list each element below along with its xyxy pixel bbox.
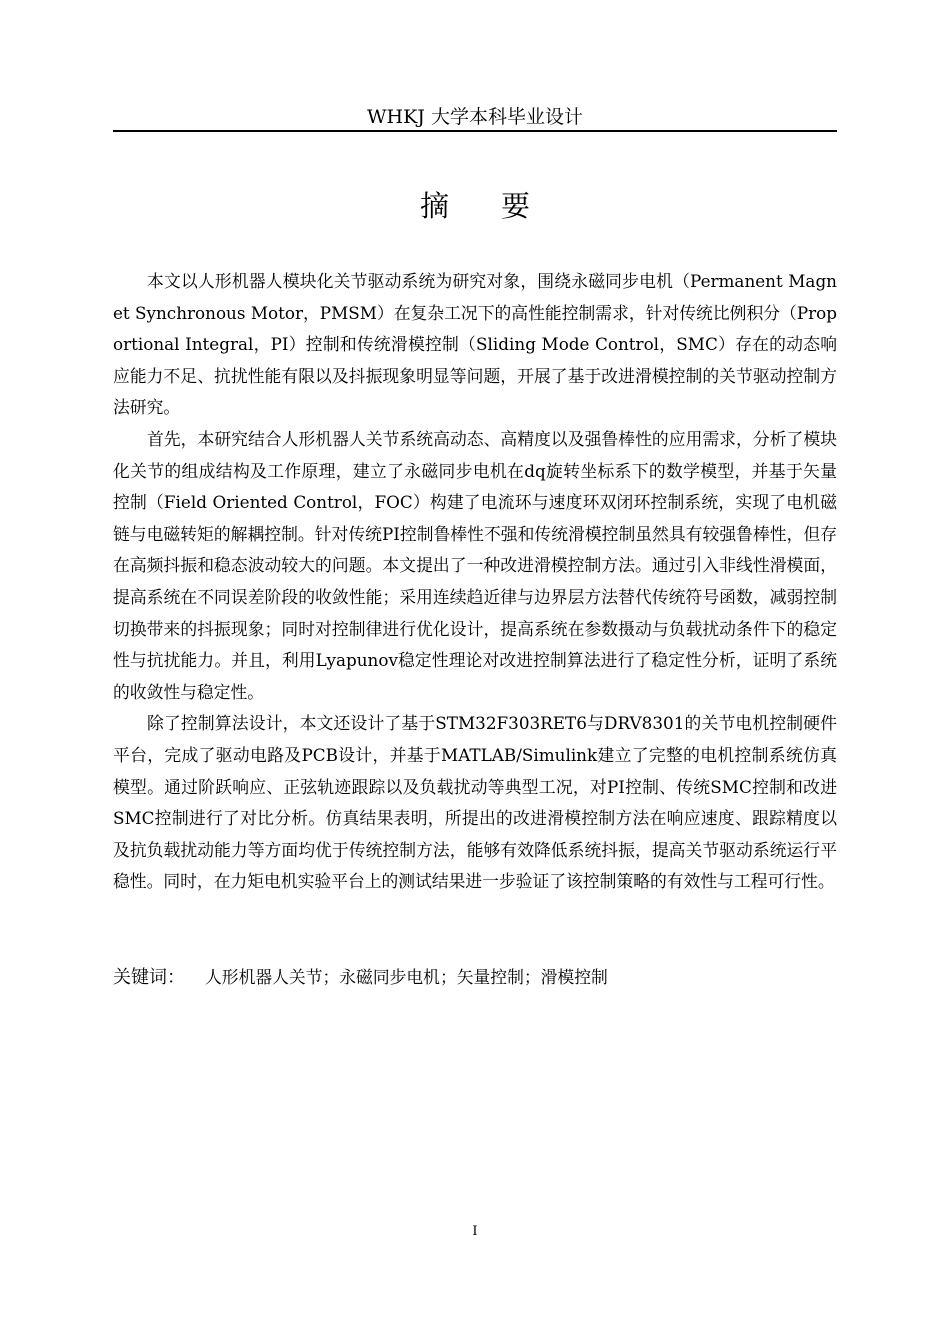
abstract-title: 摘要 (419, 189, 582, 223)
keywords-line (113, 961, 837, 994)
abstract-paragraph-2: 首先，本研究结合人形机器人关节系统高动态、高精度以及强鲁棒性的应用需求，分析了模块化关节的组成结构及工作原理，建立了永磁同步电机在dq旋转坐标系下的数学模型，并基于矢量控制（Field Oriented Control，FOC）构建了电流环与速度环双闭环控制系统，实现了电机磁链与电磁转矩的解耦控制。针对传统PI控制鲁棒性不强和传统滑模控制虽然具有较强鲁棒性，但存在高频抖振和稳态波动较大的问题。本文提出了一种改进滑模控制方法。通过引入非线性滑模面，提高系统在不同误差阶段的收敛性能；采用连续趋近律与边界层方法替代传统符号函数，减弱控制切换带来的抖振现象；同时对控制律进行优化设计，提高系统在参数摄动与负载扰动条件下的稳定性与抗扰能力。并且，利用Lyapunov稳定性理论对改进控制算法进行了稳定性分析，证明了系统的收敛性与稳定性。 (113, 428, 837, 702)
abstract-body (113, 266, 837, 898)
header-rule (113, 130, 837, 132)
abstract-paragraph-3: 除了控制算法设计，本文还设计了基于STM32F303RET6与DRV8301的关节电机控制硬件平台，完成了驱动电路及PCB设计，并基于MATLAB/Simulink建立了完整的电机控制系统仿真模型。通过阶跃响应、正弦轨迹跟踪以及负载扰动等典型工况，对PI控制、传统SMC控制和改进SMC控制进行了对比分析。仿真结果表明，所提出的改进滑模控制方法在响应速度、跟踪精度以及抗负载扰动能力等方面均优于传统控制方法，能够有效降低系统抖振，提高关节驱动系统运行平稳性。同时，在力矩电机实验平台上的测试结果进一步验证了该控制策略的有效性与工程可行性。 (113, 713, 837, 892)
page-header: WHKJ 大学本科毕业设计 (367, 106, 583, 128)
keywords-label: 关键词： (113, 967, 185, 988)
page-number: I (472, 1224, 478, 1239)
abstract-paragraph-1: 本文以人形机器人模块化关节驱动系统为研究对象，围绕永磁同步电机（Permanent Magnet Synchronous Motor，PMSM）在复杂工况下的高性能控制需求，针对传统比例积分（Proportional Integral，PI）控制和传统滑模控制（Sliding Mode Control，SMC）存在的动态响应能力不足、抗扰性能有限以及抖振现象明显等问题，开展了基于改进滑模控制的关节驱动控制方法研究。 (113, 271, 837, 418)
keywords-text: 人形机器人关节；永磁同步电机；矢量控制；滑模控制 (205, 967, 608, 987)
